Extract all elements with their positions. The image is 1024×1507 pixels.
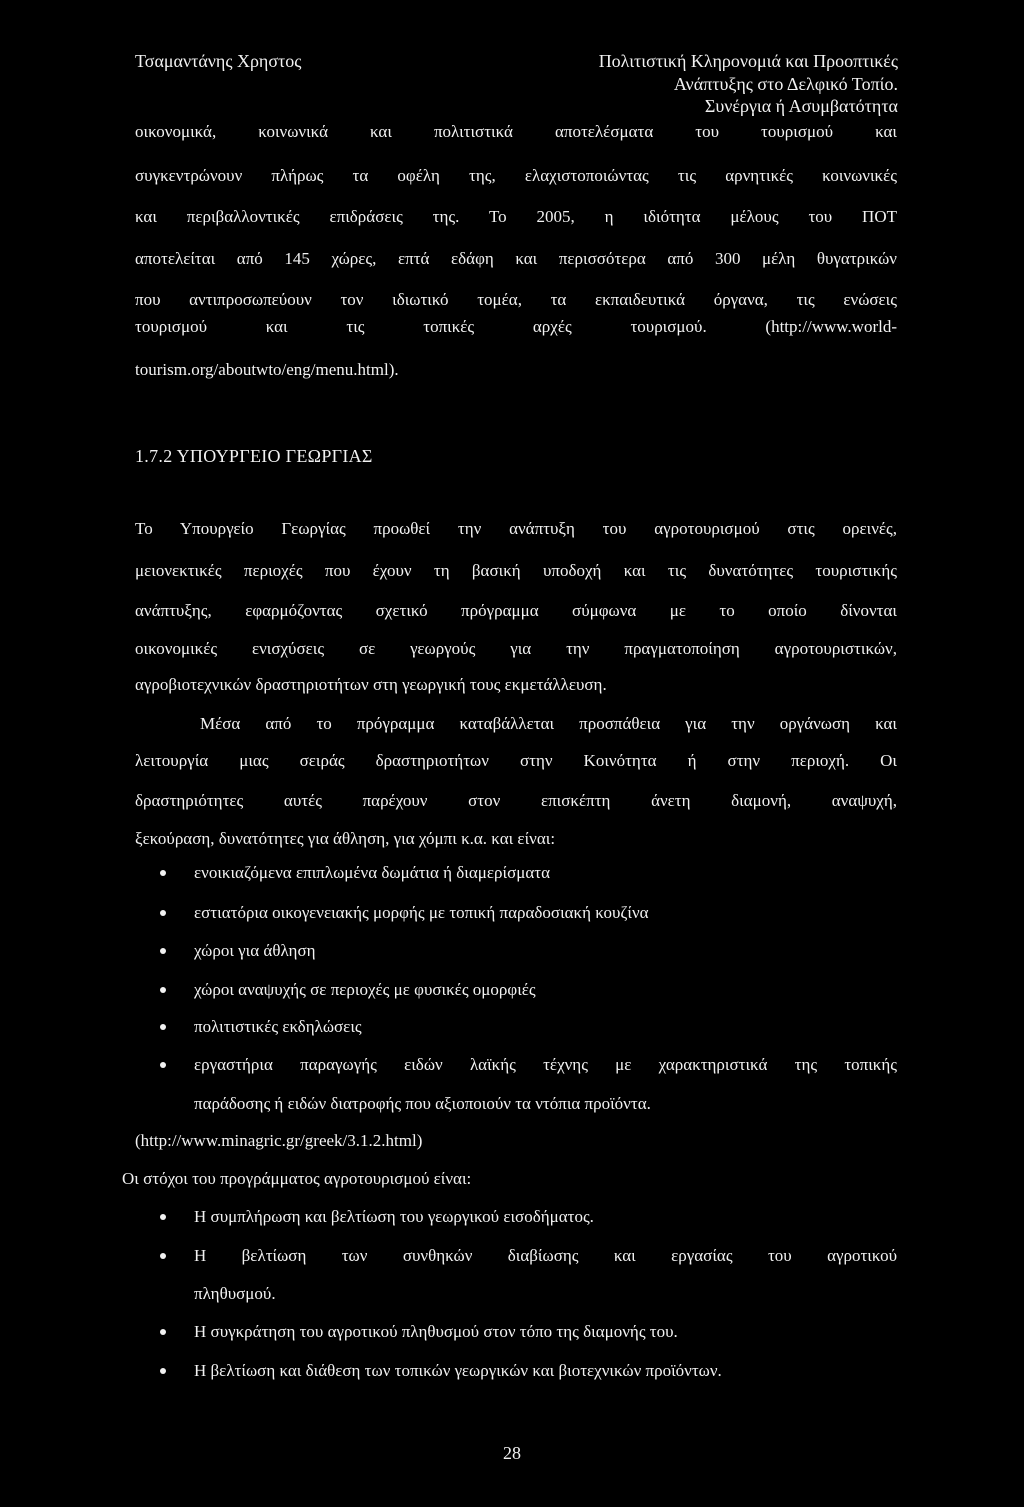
bullet-icon <box>160 987 166 993</box>
section-heading: 1.7.2 ΥΠΟΥΡΓΕΙΟ ΓΕΩΡΓΙΑΣ <box>135 446 373 466</box>
header-author: Τσαμαντάνης Χρηστος <box>135 51 302 71</box>
list-item-text: ενοικιαζόμενα επιπλωμένα δωμάτια ή διαμερίσματα <box>194 863 551 882</box>
list-item-text: εστιατόρια οικογενειακής μορφής με τοπική παραδοσιακή κουζίνα <box>194 903 649 922</box>
bullet-icon <box>160 1329 166 1335</box>
list-item-continuation: πληθυσμού. <box>194 1284 276 1303</box>
header-title-line-1: Πολιτιστική Κληρονομιά και Προοπτικές <box>598 51 898 71</box>
header-title-line-2: Ανάπτυξης στο Δελφικό Τοπίο. <box>673 73 898 94</box>
bullet-icon <box>160 1214 166 1220</box>
goals-intro: Οι στόχοι του προγράμματος αγροτουρισμού είναι: <box>122 1169 472 1188</box>
list-item-text: χώροι για άθληση <box>194 941 316 960</box>
bullet-icon <box>160 948 166 954</box>
para2-line-2: λειτουργία μιας σειράς δραστηριοτήτων στην Κοινότητα ή στην περιοχή. Οι <box>135 751 897 770</box>
list-item-text: εργαστήρια παραγωγής ειδών λαϊκής τέχνης με χαρακτηριστικά της τοπικής <box>194 1055 897 1074</box>
bullet-icon <box>160 1253 166 1259</box>
bullet-icon <box>160 1062 166 1068</box>
para2-line-4: ξεκούραση, δυνατότητες για άθληση, για χόμπι κ.α. και είναι: <box>135 829 556 848</box>
intro-line-4: αποτελείται από 145 χώρες, επτά εδάφη και περισσότερα από 300 μέλη θυγατρικών <box>135 249 897 268</box>
source-link[interactable]: (http://www.minagric.gr/greek/3.1.2.html) <box>135 1131 423 1150</box>
bullet-icon <box>160 1024 166 1030</box>
bullet-icon <box>160 870 166 876</box>
list-item-text: Η βελτίωση και διάθεση των τοπικών γεωργικών και βιοτεχνικών προϊόντων. <box>194 1361 722 1380</box>
list-item-text: χώροι αναψυχής σε περιοχές με φυσικές ομορφιές <box>194 980 536 999</box>
para2-line-1: Μέσα από το πρόγραμμα καταβάλλεται προσπάθεια για την οργάνωση και <box>200 714 897 733</box>
list-item-text: Η συμπλήρωση και βελτίωση του γεωργικού εισοδήματος. <box>194 1207 594 1226</box>
header-title-line-3: Συνέργια ή Ασυμβατότητα <box>704 96 898 116</box>
para1-line-1: Το Υπουργείο Γεωργίας προωθεί την ανάπτυξη του αγροτουρισμού στις ορεινές, <box>135 519 897 538</box>
list-item-text: Η συγκράτηση του αγροτικού πληθυσμού στον τόπο της διαμονής του. <box>194 1322 678 1341</box>
intro-line-1: οικονομικά, κοινωνικά και πολιτιστικά αποτελέσματα του τουρισμού και <box>135 122 897 141</box>
list-item-continuation: παράδοσης ή ειδών διατροφής που αξιοποιούν τα ντόπια προϊόντα. <box>194 1094 651 1113</box>
intro-line-3: και περιβαλλοντικές επιδράσεις της. Το 2005, η ιδιότητα μέλους του ΠΟΤ <box>135 207 897 226</box>
para1-line-3: ανάπτυξης, εφαρμόζοντας σχετικό πρόγραμμα σύμφωνα με το οποίο δίνονται <box>135 601 897 620</box>
para1-line-4: οικονομικές ενισχύσεις σε γεωργούς για την πραγματοποίηση αγροτουριστικών, <box>135 639 897 658</box>
bullet-icon <box>160 1368 166 1374</box>
para1-line-5: αγροβιοτεχνικών δραστηριοτήτων στη γεωργική τους εκμετάλλευση. <box>135 675 607 694</box>
list-item-text: πολιτιστικές εκδηλώσεις <box>194 1017 362 1036</box>
para2-line-3: δραστηριότητες αυτές παρέχουν στον επισκέπτη άνετη διαμονή, αναψυχή, <box>135 791 897 810</box>
intro-line-6: τουρισμού και τις τοπικές αρχές τουρισμού. (http://www.world- <box>135 317 897 336</box>
header-title <box>599 50 898 118</box>
intro-line-2: συγκεντρώνουν πλήρως τα οφέλη της, ελαχιστοποιώντας τις αρνητικές κοινωνικές <box>135 166 897 185</box>
page-number: 28 <box>503 1443 521 1463</box>
intro-line-7-link[interactable]: tourism.org/aboutwto/eng/menu.html). <box>135 360 399 379</box>
intro-line-5: που αντιπροσωπεύουν τον ιδιωτικό τομέα, τα εκπαιδευτικά όργανα, τις ενώσεις <box>135 290 897 309</box>
para1-line-2: μειονεκτικές περιοχές που έχουν τη βασική υποδοχή και τις δυνατότητες τουριστικής <box>135 561 897 580</box>
list-item-text: Η βελτίωση των συνθηκών διαβίωσης και εργασίας του αγροτικού <box>194 1246 897 1265</box>
bullet-icon <box>160 910 166 916</box>
